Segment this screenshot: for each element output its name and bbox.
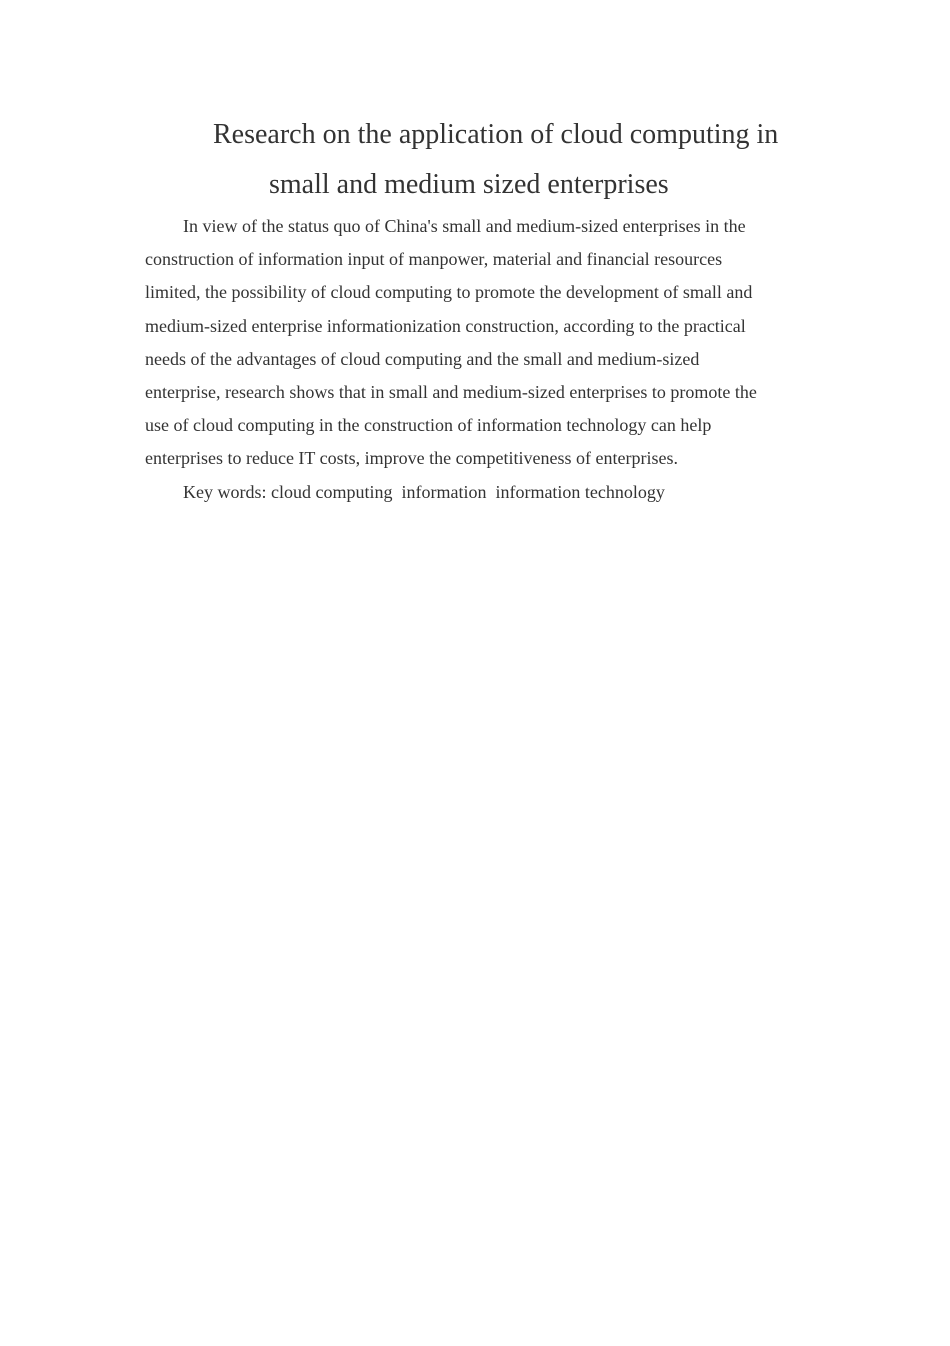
abstract-line-8: enterprises to reduce IT costs, improve the competitiveness of enterprises. [145,448,679,469]
abstract-line-1: In view of the status quo of China's small and medium-sized enterprises in the [183,216,746,236]
abstract-line-4: medium-sized enterprise informationization construction, according to the practical [145,315,746,336]
abstract-line-2: construction of information input of manpower, material and financial resources [145,249,723,270]
abstract [145,210,805,509]
abstract-line-7: use of cloud computing in the construction of information technology can help [145,415,712,436]
keywords-line: Key words: cloud computing information information technology [183,481,665,502]
abstract-line-3: limited, the possibility of cloud computing to promote the development of small and [145,282,753,303]
abstract-line-6: enterprise, research shows that in small and medium-sized enterprises to promote the [145,382,757,403]
title-line-2: small and medium sized enterprises [269,169,669,200]
document-title [145,110,805,210]
title-line-1: Research on the application of cloud computing in [213,119,779,150]
abstract-line-5: needs of the advantages of cloud computing and the small and medium-sized [145,348,700,369]
